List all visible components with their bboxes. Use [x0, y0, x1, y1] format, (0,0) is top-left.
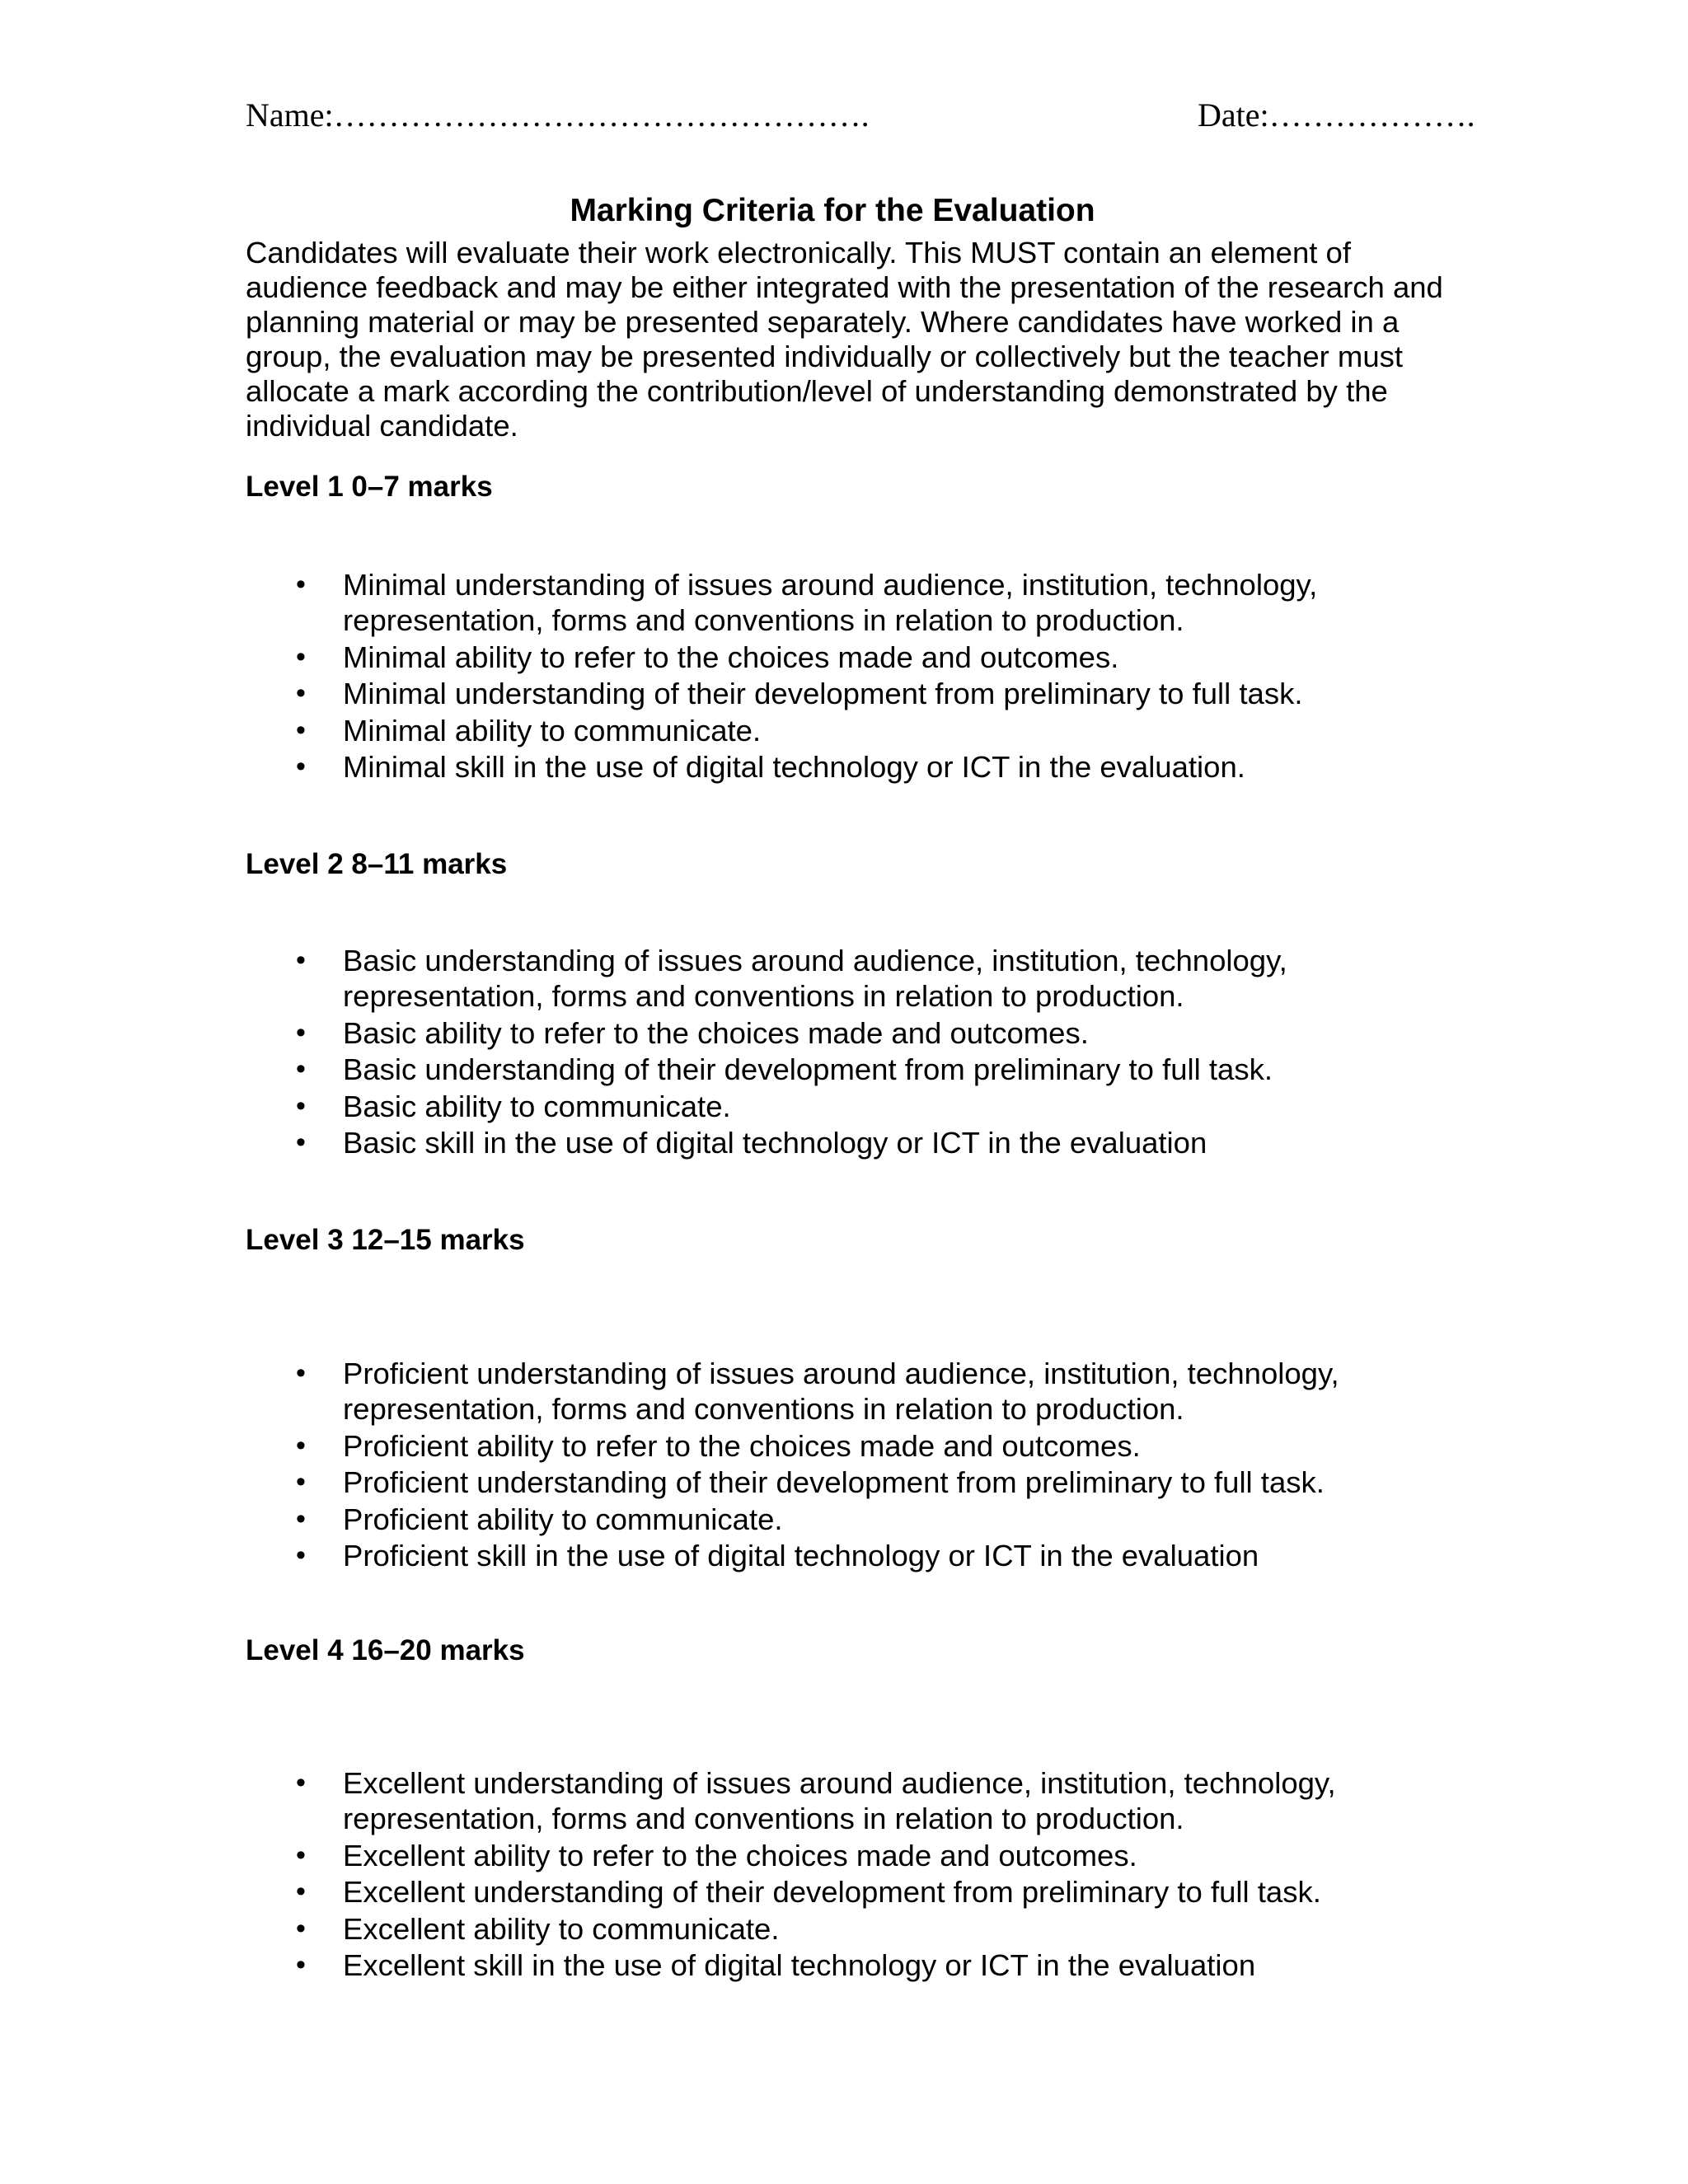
list-item	[246, 1538, 1482, 1573]
bullet-icon: •	[296, 1090, 306, 1122]
list-item	[246, 567, 1482, 638]
criteria-text: Excellent ability to refer to the choices made and outcomes.	[343, 1838, 1137, 1872]
list-item	[246, 1911, 1482, 1947]
list-item	[246, 1015, 1482, 1051]
criteria-text: Excellent understanding of their development from preliminary to full task.	[343, 1875, 1321, 1909]
bullet-icon: •	[296, 751, 306, 782]
level-1-heading: Level 1 0–7 marks	[246, 471, 493, 503]
list-item	[246, 1052, 1482, 1087]
level-2-heading: Level 2 8–11 marks	[246, 848, 508, 880]
list-item	[246, 1465, 1482, 1500]
list-item	[246, 1874, 1482, 1910]
bullet-icon: •	[296, 1127, 306, 1158]
bullet-icon: •	[296, 1839, 306, 1871]
criteria-text: Minimal understanding of their development from preliminary to full task.	[343, 677, 1303, 710]
level-2-criteria-list	[246, 943, 1482, 1162]
list-item	[246, 676, 1482, 711]
level-4-criteria-list	[246, 1765, 1482, 1985]
bullet-icon: •	[296, 1912, 306, 1944]
bullet-icon: •	[296, 1429, 306, 1461]
bullet-icon: •	[296, 677, 306, 709]
bullet-icon: •	[296, 1767, 306, 1798]
criteria-text: Minimal skill in the use of digital technology or ICT in the evaluation.	[343, 750, 1245, 784]
bullet-icon: •	[296, 1016, 306, 1048]
list-item	[246, 640, 1482, 675]
bullet-icon: •	[296, 1502, 306, 1535]
criteria-text: Basic ability to communicate.	[343, 1089, 731, 1123]
criteria-text: Excellent ability to communicate.	[343, 1911, 780, 1946]
list-item	[246, 1125, 1482, 1160]
list-item	[246, 1502, 1482, 1537]
list-item	[246, 1838, 1482, 1873]
list-item	[246, 943, 1482, 1014]
list-item	[246, 1089, 1482, 1124]
criteria-text: Excellent skill in the use of digital technology or ICT in the evaluation	[343, 1948, 1256, 1982]
level-4-heading: Level 4 16–20 marks	[246, 1634, 525, 1666]
bullet-icon: •	[296, 944, 306, 976]
level-3-criteria-list	[246, 1356, 1482, 1575]
criteria-text: Basic ability to refer to the choices made and outcomes.	[343, 1015, 1089, 1050]
criteria-text: Minimal understanding of issues around audience, institution, technology, representation, forms and conventions in relation to production.	[343, 568, 1318, 637]
criteria-text: Proficient understanding of their development from preliminary to full task.	[343, 1465, 1325, 1499]
bullet-icon: •	[296, 640, 306, 673]
criteria-text: Proficient skill in the use of digital technology or ICT in the evaluation	[343, 1539, 1259, 1572]
list-item	[246, 1428, 1482, 1464]
bullet-icon: •	[296, 1466, 306, 1497]
criteria-text: Minimal ability to refer to the choices made and outcomes.	[343, 640, 1119, 674]
list-item	[246, 1356, 1482, 1427]
criteria-text: Proficient understanding of issues around audience, institution, technology, representation, forms and conventions in relation to production.	[343, 1357, 1339, 1426]
bullet-icon: •	[296, 1053, 306, 1085]
criteria-text: Proficient ability to communicate.	[343, 1502, 783, 1536]
list-item	[246, 1947, 1482, 1983]
level-1-criteria-list	[246, 567, 1482, 786]
date-field-label: Date:……………….	[1198, 96, 1475, 134]
name-date-header	[246, 92, 1482, 138]
bullet-icon: •	[296, 1876, 306, 1907]
intro-paragraph: Candidates will evaluate their work electronically. This MUST contain an element of audience feedback and may be either integrated with the presentation of the research and planning material or may be presented separately. Where candidates have worked in a group, the evaluation may be presented individually or collectively but the teacher must allocate a mark according the contribution/level of understanding demonstrated by the individual candidate.	[246, 236, 1443, 443]
bullet-icon: •	[296, 1540, 306, 1571]
list-item	[246, 713, 1482, 748]
level-3-heading: Level 3 12–15 marks	[246, 1224, 525, 1256]
criteria-text: Basic understanding of issues around audience, institution, technology, representation, forms and conventions in relation to production.	[343, 944, 1287, 1013]
criteria-text: Proficient ability to refer to the choices made and outcomes.	[343, 1428, 1141, 1463]
criteria-text: Basic skill in the use of digital technology or ICT in the evaluation	[343, 1126, 1207, 1160]
criteria-text: Excellent understanding of issues around audience, institution, technology, representation, forms and conventions in relation to production.	[343, 1766, 1336, 1835]
bullet-icon: •	[296, 569, 306, 600]
bullet-icon: •	[296, 714, 306, 746]
criteria-text: Minimal ability to communicate.	[343, 713, 762, 748]
bullet-icon: •	[296, 1357, 306, 1389]
list-item	[246, 749, 1482, 785]
criteria-text: Basic understanding of their development from preliminary to full task.	[343, 1052, 1273, 1086]
bullet-icon: •	[296, 1949, 306, 1980]
name-field-label: Name:………………………………………….	[246, 96, 870, 134]
list-item	[246, 1765, 1482, 1836]
document-title: Marking Criteria for the Evaluation	[570, 193, 1095, 229]
